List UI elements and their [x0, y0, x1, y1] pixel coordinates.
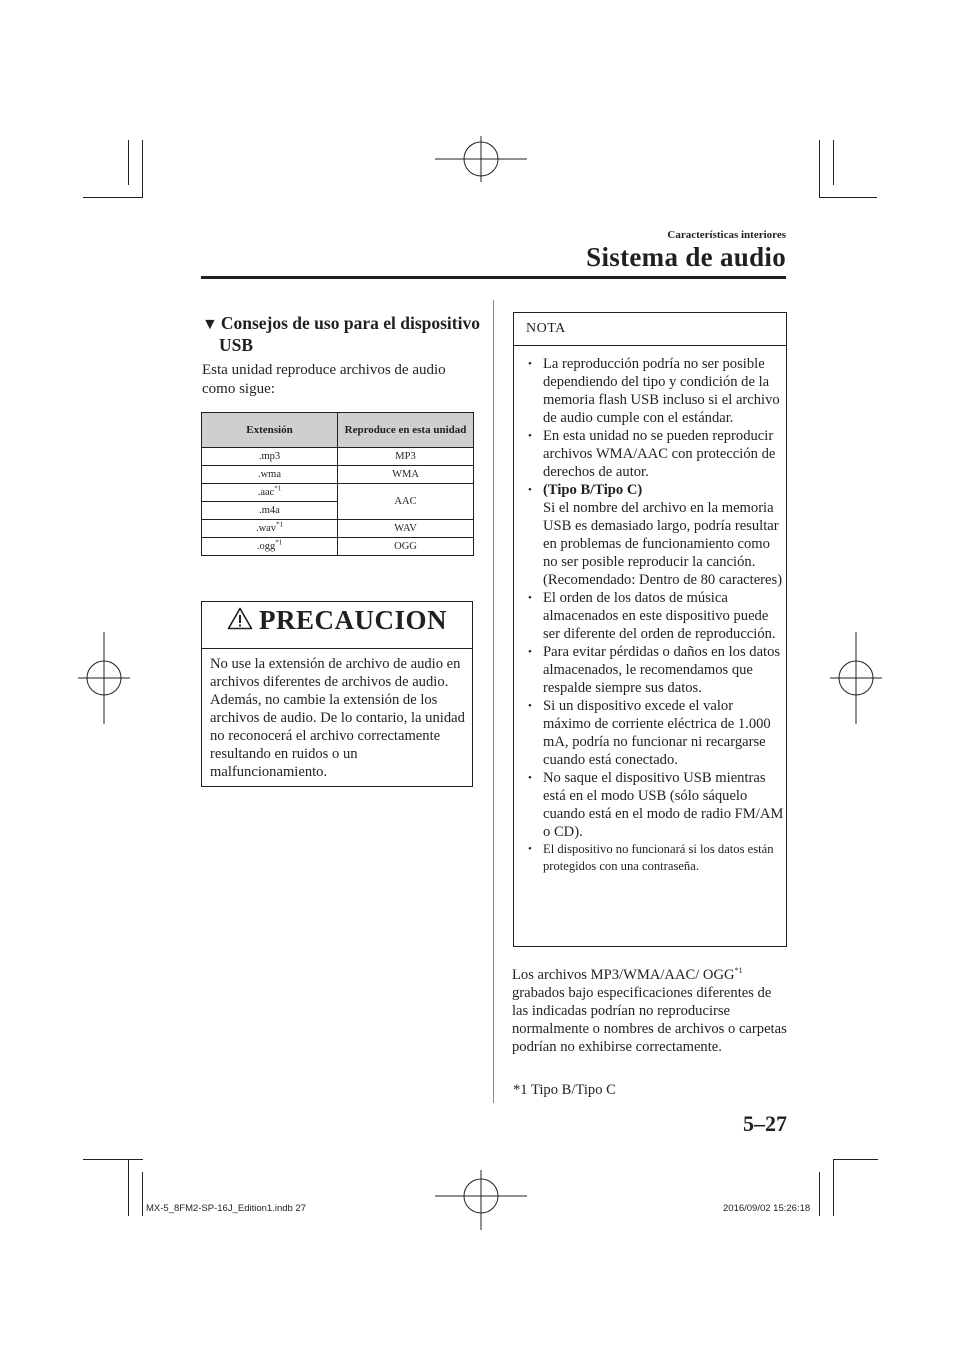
warning-triangle-icon	[227, 607, 253, 630]
column-divider	[493, 300, 494, 1103]
footnote: *1 Tipo B/Tipo C	[513, 1082, 616, 1098]
table-row	[202, 448, 474, 466]
list-item-text: Si un dispositivo excede el valor máximo de corriente eléctrica de 1.000 mA, podría no funcionar ni recargarse cuando está conectado.	[543, 698, 771, 768]
registration-mark-bottom-icon	[435, 1170, 527, 1230]
note-title: NOTA	[526, 321, 566, 336]
table-cell-format: OGG	[338, 538, 474, 556]
table-cell-extension	[202, 466, 338, 484]
table-cell-extension	[202, 538, 338, 556]
table-cell-format: WAV	[338, 520, 474, 538]
section-heading-line2: USB	[219, 335, 254, 355]
caution-rule	[202, 648, 472, 649]
section-heading-line1: Consejos de uso para el dispositivo	[220, 313, 480, 333]
list-item-text: Para evitar pérdidas o daños en los datos almacenados, le recomendamos que respalde siempre sus datos.	[543, 644, 781, 696]
list-item	[524, 643, 784, 697]
list-item-text: La reproducción podría no ser posible dependiendo del tipo y condición de la memoria flash USB incluso si el archivo de audio cumple con el estándar.	[543, 356, 780, 426]
list-item	[524, 697, 784, 769]
table-cell-format: AAC	[338, 484, 474, 520]
bullet-icon: •	[528, 700, 532, 712]
list-item	[524, 589, 784, 643]
list-item-text: No saque el dispositivo USB mientras está en el modo USB (sólo sáquelo cuando está en el modo de radio FM/AM o CD).	[543, 770, 784, 840]
registration-mark-right-icon	[830, 632, 882, 724]
closing-text-1: Los archivos MP3/WMA/AAC/ OGG	[512, 967, 735, 983]
bullet-icon: •	[528, 646, 532, 658]
ext-text: .aac	[257, 487, 275, 498]
closing-text-2: grabados bajo especificaciones diferentes de las indicadas podrían no reproducirse normalmente o nombres de archivos o carpetas podrían no exhibirse correctamente.	[512, 985, 787, 1055]
bullet-icon: •	[528, 358, 532, 370]
list-item-text: Si el nombre del archivo en la memoria USB es demasiado largo, podría resultar en problemas de funcionamiento como no ser posible reproducir la canción. (Recomendado: Dentro de 80 caracteres)	[543, 500, 783, 588]
bullet-icon: •	[528, 772, 532, 784]
ext-text: .ogg	[256, 541, 276, 552]
ext-text: .m4a	[259, 505, 280, 516]
table-cell-extension	[202, 520, 338, 538]
table-row	[202, 538, 474, 556]
footnote-mark: *1	[274, 484, 282, 493]
note-rule	[514, 345, 786, 346]
chapter-label: Características interiores	[667, 229, 786, 241]
caution-heading	[202, 605, 472, 636]
footnote-mark: *1	[275, 538, 283, 547]
table-row	[202, 484, 474, 502]
ext-text: .wav	[255, 523, 277, 534]
footnote-mark: *1	[276, 520, 284, 529]
note-list	[524, 355, 784, 875]
print-slug-file: MX-5_8FM2-SP-16J_Edition1.indb 27	[146, 1203, 307, 1214]
bullet-icon: •	[528, 430, 532, 442]
registration-mark-left-icon	[78, 632, 130, 724]
note-box	[513, 312, 787, 947]
list-item	[524, 481, 784, 589]
list-item-text: El orden de los datos de música almacenados en este dispositivo puede ser diferente del orden de reproducción.	[543, 590, 776, 642]
format-table	[201, 412, 474, 556]
list-item	[524, 769, 784, 841]
caution-box	[201, 601, 473, 787]
table-row	[202, 466, 474, 484]
bullet-icon: •	[528, 592, 532, 604]
registration-mark-top-icon	[435, 136, 527, 212]
page-number: 5–27	[743, 1111, 787, 1136]
bullet-icon: •	[528, 843, 532, 855]
table-row	[202, 520, 474, 538]
header-rule	[201, 276, 786, 279]
table-cell-extension	[202, 502, 338, 520]
table-cell-extension	[202, 484, 338, 502]
intro-paragraph: Esta unidad reproduce archivos de audio como sigue:	[202, 362, 446, 397]
table-cell-format: MP3	[338, 448, 474, 466]
caution-text: No use la extensión de archivo de audio en archivos diferentes de archivos de audio. Además, no cambie la extensión de los archivos de audio. De lo contario, la unidad no reconocerá el archivo correctamente resultando en ruidos o un malfuncionamiento.	[210, 656, 465, 780]
list-item	[524, 355, 784, 427]
triangle-bullet-icon: ▼	[202, 316, 218, 333]
list-item-text: El dispositivo no funcionará si los datos están protegidos con una contraseña.	[543, 842, 774, 873]
ext-text: .mp3	[258, 451, 281, 462]
print-slug-date: 2016/09/02 15:26:18	[723, 1203, 811, 1214]
table-header-format: Reproduce en esta unidad	[338, 413, 474, 448]
list-item	[524, 427, 784, 481]
footnote-mark: *1	[734, 966, 743, 976]
table-header-row	[202, 413, 474, 448]
list-item	[524, 841, 784, 875]
list-item-text: En esta unidad no se pueden reproducir archivos WMA/AAC con protección de derechos de autor.	[543, 428, 776, 480]
list-item-prefix: (Tipo B/Tipo C)	[543, 482, 643, 498]
page-title: Sistema de audio	[586, 242, 786, 272]
table-cell-format: WMA	[338, 466, 474, 484]
closing-paragraph	[512, 966, 787, 1056]
section-heading	[202, 313, 482, 355]
caution-title: PRECAUCION	[258, 605, 447, 635]
bullet-icon: •	[528, 484, 532, 496]
table-header-extension: Extensión	[202, 413, 338, 448]
ext-text: .wma	[257, 469, 282, 480]
table-cell-extension	[202, 448, 338, 466]
